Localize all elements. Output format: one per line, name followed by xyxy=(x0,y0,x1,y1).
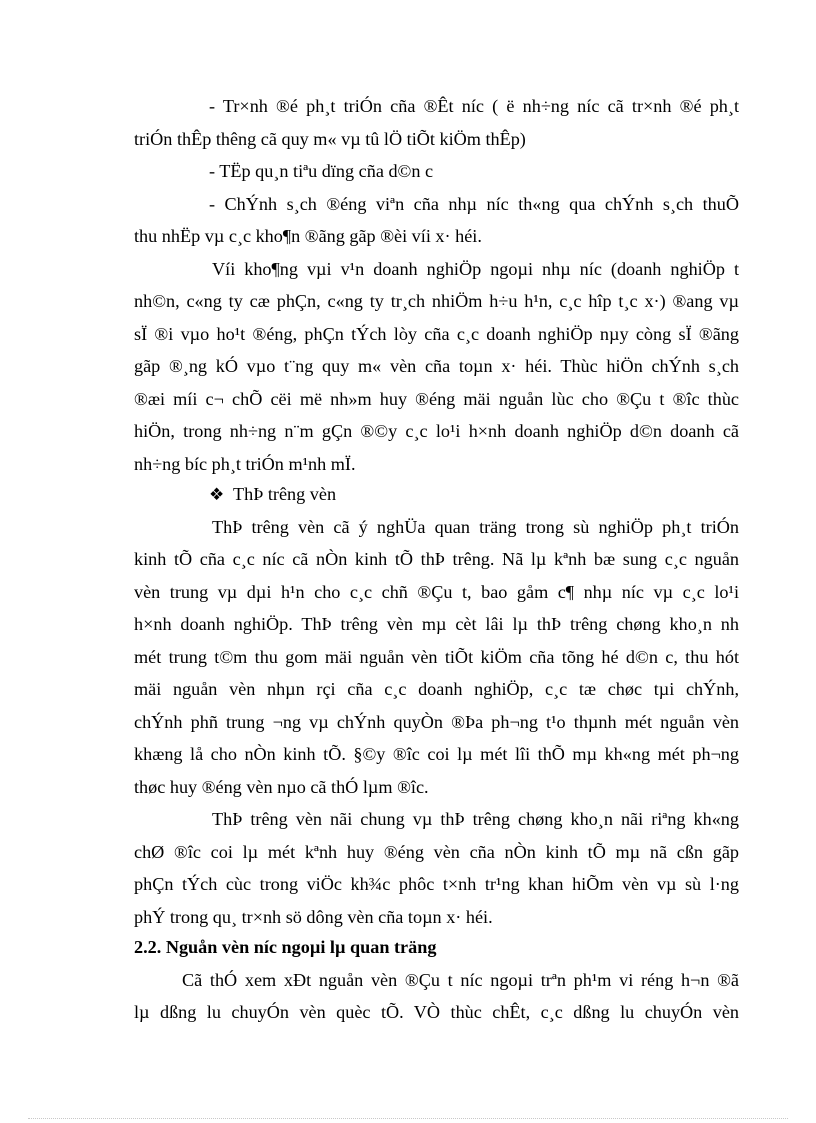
text-line: sÏ ®i vµo ho¹t ®éng, phÇn tÝch lòy cña c¸c doanh nghiÖp nµy còng sÏ ®ãng xyxy=(134,324,739,344)
bullet-heading xyxy=(209,481,739,508)
text-line: ®æi míi c¬ chÕ cëi më nh»m huy ®éng mäi nguån lùc cho ®Çu t ®îc thùc xyxy=(134,389,739,409)
text-line: thøc huy ®éng vèn nµo cã thÓ lµm ®îc. xyxy=(134,777,429,797)
text-line: triÓn thÊp thêng cã quy m« vµ tû lÖ tiÕt kiÖm thÊp) xyxy=(134,129,526,149)
text-line: lµ dßng lu chuyÓn vèn quèc tÕ. VÒ thùc chÊt, c¸c dßng lu chuyÓn vèn xyxy=(134,1002,739,1022)
text-line: nh©n, c«ng ty cæ phÇn, c«ng ty tr¸ch nhiÖm h÷u h¹n, c¸c hîp t¸c x·) ®ang vµ xyxy=(134,291,739,311)
text-line: nh÷ng bíc ph¸t triÓn m¹nh mÏ. xyxy=(134,454,356,474)
page-bottom-divider xyxy=(28,1118,788,1119)
text-line: ThÞ trêng vèn nãi chung vµ thÞ trêng chøng kho¸n nãi riªng kh«ng xyxy=(212,809,739,829)
text-line: - Tr×nh ®é ph¸t triÓn cña ®Êt níc ( ë nh÷ng níc cã tr×nh ®é ph¸t xyxy=(209,96,739,116)
text-line: phÝ trong qu¸ tr×nh sö dông vèn cña toµn x· héi. xyxy=(134,907,493,927)
text-line: Víi kho¶ng vµi v¹n doanh nghiÖp ngoµi nhµ níc (doanh nghiÖp t xyxy=(212,259,739,279)
text-line: Cã thÓ xem xÐt nguån vèn ®Çu t níc ngoµi trªn ph¹m vi réng h¬n ®ã xyxy=(182,970,739,990)
text-line: vèn trung vµ dµi h¹n cho c¸c chñ ®Çu t, bao gåm c¶ nhµ níc vµ c¸c lo¹i xyxy=(134,582,739,602)
text-line: mét trung t©m thu gom mäi nguån vèn tiÕt kiÖm cña tõng hé d©n c, thu hót xyxy=(134,647,739,667)
bullet-heading-text: ThÞ trêng vèn xyxy=(233,484,337,504)
text-line: kinh tÕ cña c¸c níc cã nÒn kinh tÕ thÞ trêng. Nã lµ kªnh bæ sung c¸c nguån xyxy=(134,549,739,569)
text-line: khæng lå cho nÒn kinh tÕ. §©y ®îc coi lµ mét lîi thÕ mµ kh«ng mét ph¬ng xyxy=(134,744,739,764)
text-line: chØ ®îc coi lµ mét kªnh huy ®éng vèn cña nÒn kinh tÕ mµ nã cßn gãp xyxy=(134,842,739,862)
text-line: - ChÝnh s¸ch ®éng viªn cña nhµ níc th«ng qua chÝnh s¸ch thuÕ xyxy=(209,194,739,214)
diamond-bullet-icon: ❖ xyxy=(209,485,225,504)
text-line: gãp ®¸ng kÓ vµo t¨ng quy m« vèn cña toµn x· héi. Thùc hiÖn chÝnh s¸ch xyxy=(134,356,739,376)
text-line: chÝnh phñ trung ¬ng vµ chÝnh quyÒn ®Þa ph¬ng t¹o thµnh mét nguån vèn xyxy=(134,712,739,732)
text-line: h×nh doanh nghiÖp. ThÞ trêng vèn mµ cèt lâi lµ thÞ trêng chøng kho¸n nh xyxy=(134,614,739,634)
text-line: mäi nguån vèn nhµn rçi cña c¸c doanh nghiÖp, c¸c tæ chøc tµi chÝnh, xyxy=(134,679,739,699)
text-line: hiÖn, trong nh÷ng n¨m gÇn ®©y c¸c lo¹i h×nh doanh nghiÖp d©n doanh cã xyxy=(134,421,739,441)
text-line: ThÞ trêng vèn cã ý nghÜa quan träng trong sù nghiÖp ph¸t triÓn xyxy=(212,517,739,537)
text-line: - TËp qu¸n tiªu dïng cña d©n c xyxy=(209,161,434,181)
text-line: phÇn tÝch cùc trong viÖc kh¾c phôc t×nh tr¹ng khan hiÕm vèn vµ sù l·ng xyxy=(134,874,739,894)
text-line: thu nhËp vµ c¸c kho¶n ®ãng gãp ®èi víi x· héi. xyxy=(134,226,482,246)
section-heading: 2.2. Nguån vèn níc ngoµi lµ quan träng xyxy=(134,937,437,957)
